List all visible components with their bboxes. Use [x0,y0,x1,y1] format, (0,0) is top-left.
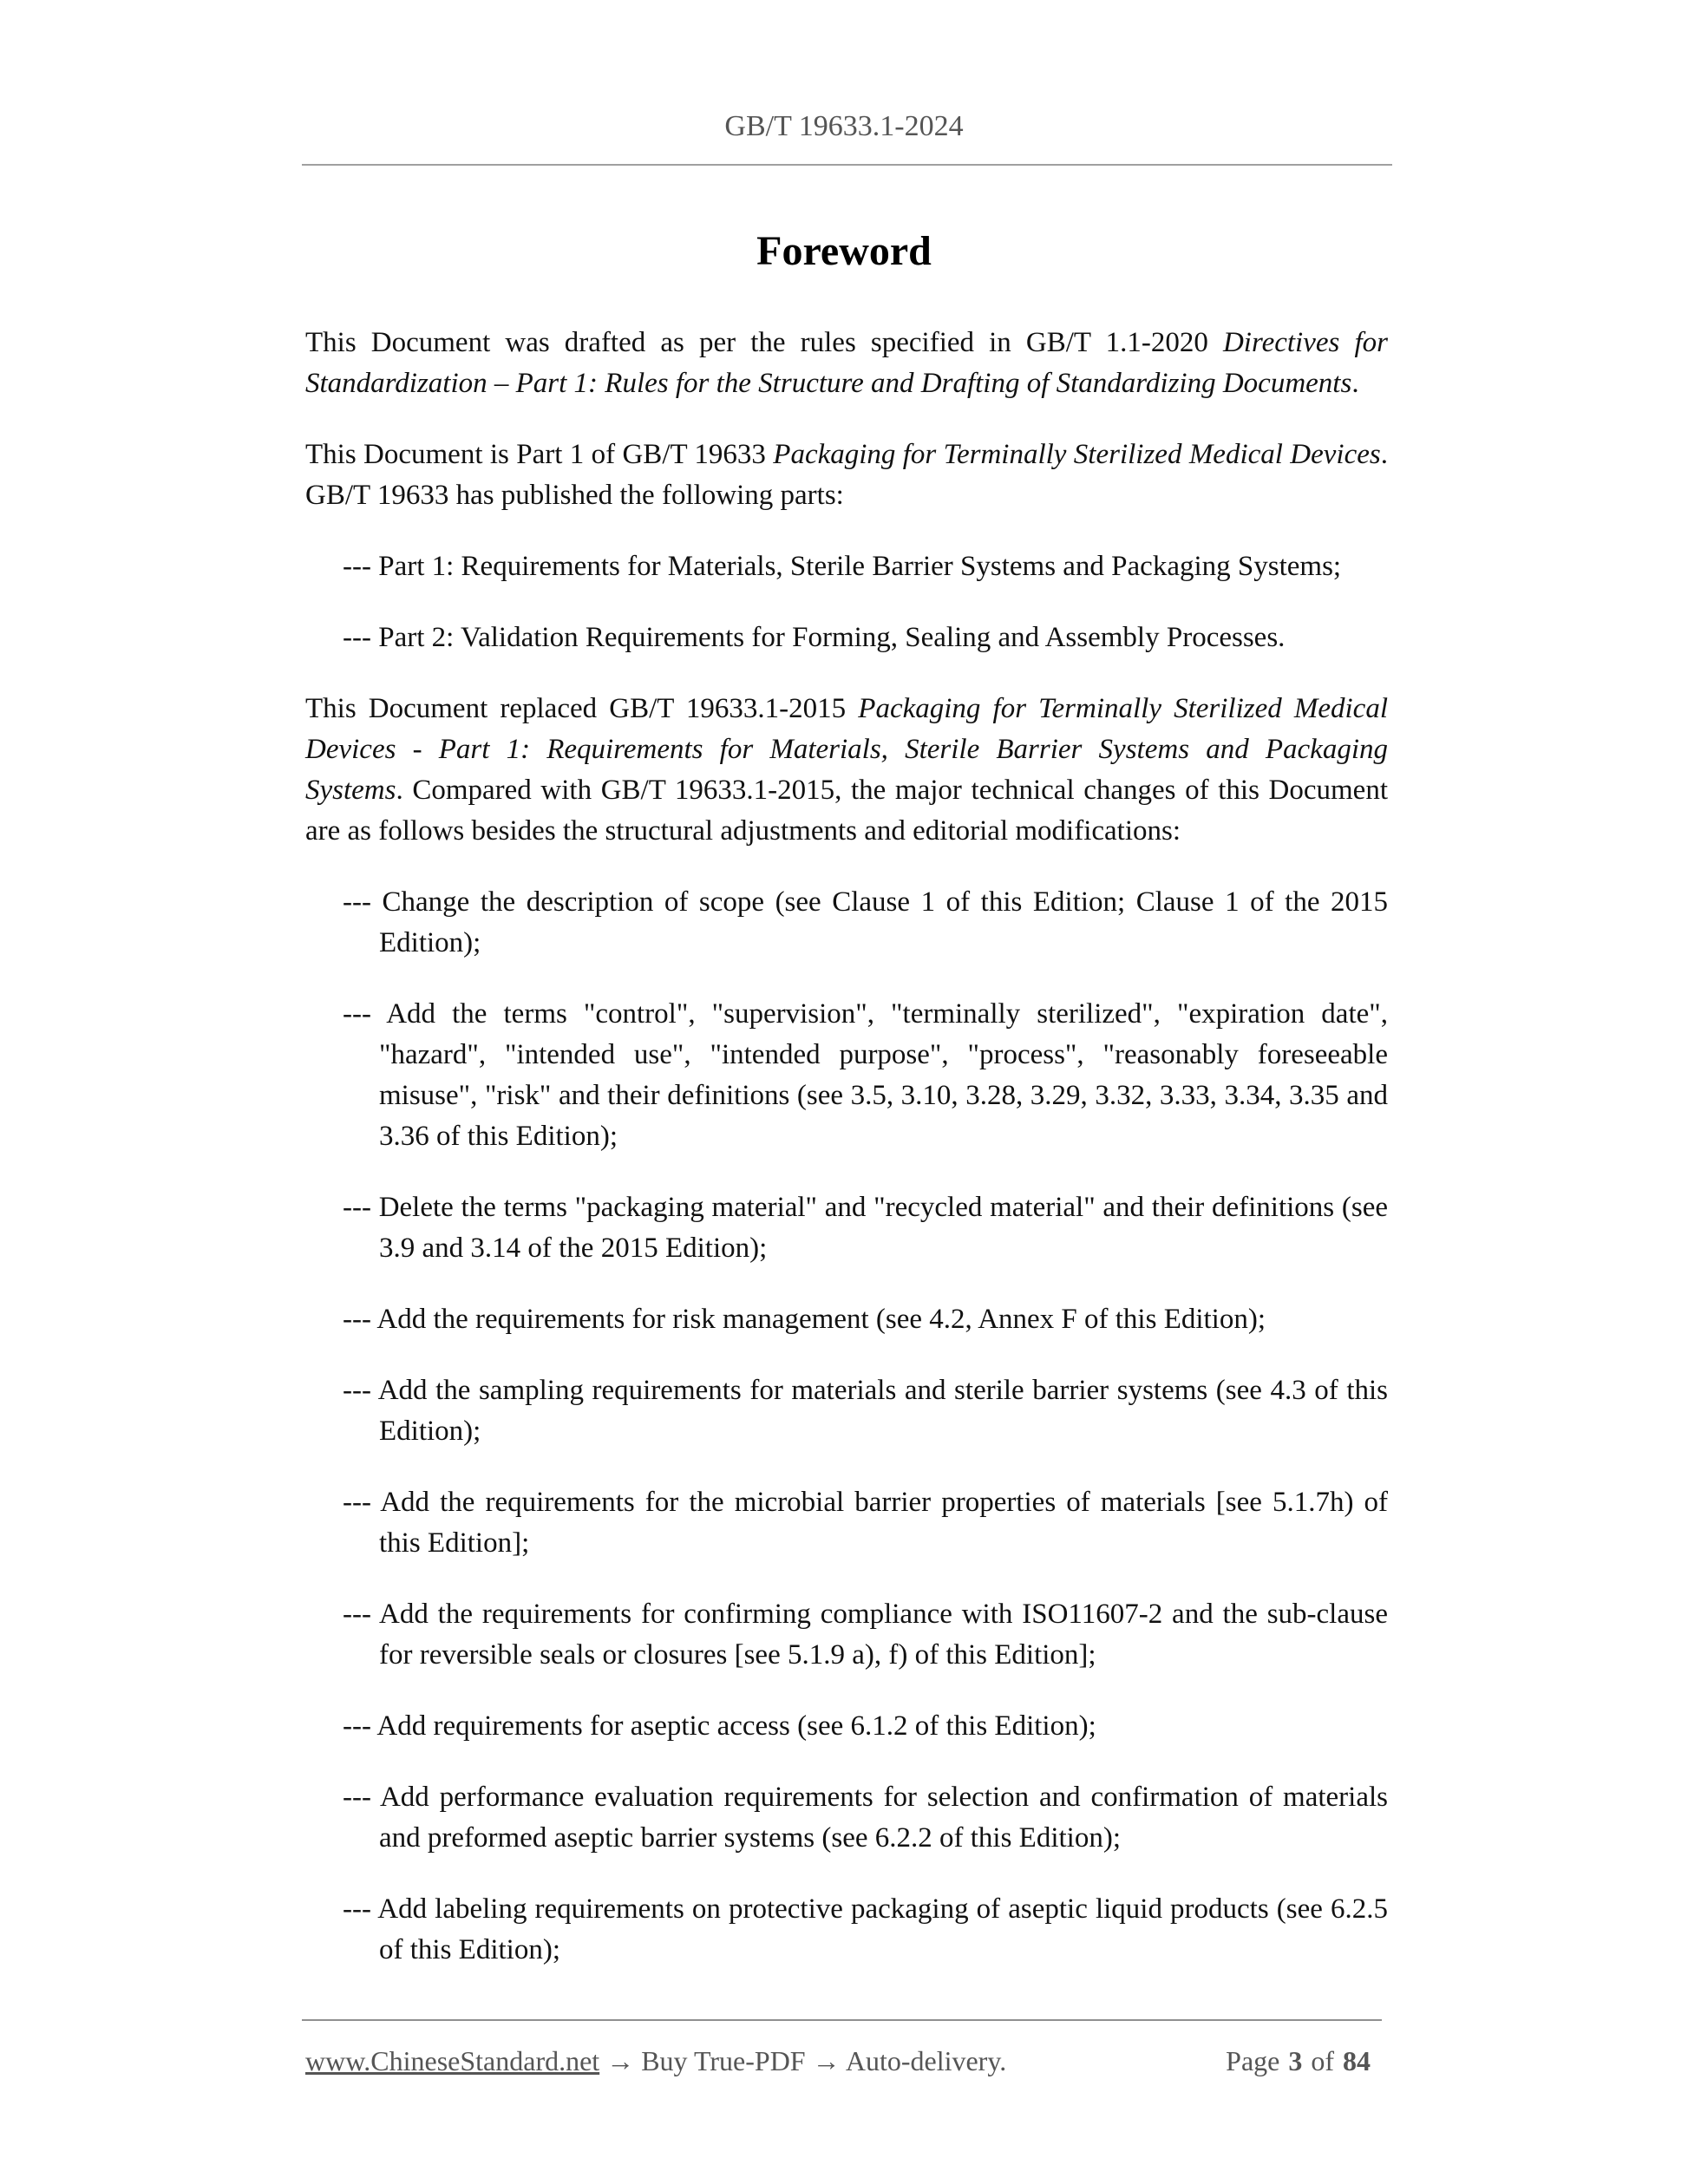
page-footer [305,2043,1371,2078]
list-item-change: --- Add performance evaluation requirements for selection and confirmation of materials and preformed aseptic barrier systems (see 6.2.2 of this Edition); [343,1782,1388,1854]
current-page: 3 [1288,2045,1303,2076]
list-item-part-2: --- Part 2: Validation Requirements for Forming, Sealing and Assembly Processes. [343,622,1286,653]
arrow-right-icon: → [606,2045,635,2076]
page-number [1226,2043,1371,2078]
list-item-change: --- Add requirements for aseptic access (see 6.1.2 of this Edition); [343,1710,1096,1742]
cited-title: Packaging for Terminally Sterilized Medical Devices - Part 1: Requirements for Materials, Sterile Barrier Systems and Packaging Systems [305,693,1388,806]
total-pages: 84 [1343,2045,1371,2076]
paragraph-drafting-rules: This Document was drafted as per the rules specified in GB/T 1.1-2020 Directives for Standardization – Part 1: Rules for the Structure and Drafting of Standardizing Documents. [305,327,1388,399]
footer-step-buy: Buy True-PDF [641,2045,806,2076]
website-link[interactable]: www.ChineseStandard.net [305,2045,600,2076]
page-label: Page [1226,2045,1280,2076]
arrow-right-icon: → [812,2045,841,2076]
paragraph-replacement: This Document replaced GB/T 19633.1-2015 Packaging for Terminally Sterilized Medical Devices - Part 1: Requirements for Materials, Sterile Barrier Systems and Packaging Systems. Compared with GB/T 19633.1-2015, the major technical changes of this Document are as follows besides the structural adjustments and editorial modifications: [305,693,1388,847]
footer-promo [305,2043,1006,2078]
document-body [305,323,1388,2001]
list-item-change: --- Add the requirements for risk management (see 4.2, Annex F of this Edition); [343,1304,1266,1335]
list-item-change: --- Add the terms "control", "supervision", "terminally sterilized", "expiration date", "hazard", "intended use", "intended purpose", "process", "reasonably foreseeable misuse", "risk" and their definitions (see 3.5, 3.10, 3.28, 3.29, 3.32, 3.33, 3.34, 3.35 and 3.36 of this Edition); [343,998,1388,1152]
list-item-change: --- Add the sampling requirements for materials and sterile barrier systems (see 4.3 of this Edition); [343,1375,1388,1447]
cited-title: Directives for Standardization – Part 1: Rules for the Structure and Drafting of Standardizing Documents [305,327,1388,399]
list-item-change: --- Change the description of scope (see Clause 1 of this Edition; Clause 1 of the 2015 Edition); [343,886,1388,958]
list-item-change: --- Delete the terms "packaging material" and "recycled material" and their definitions (see 3.9 and 3.14 of the 2015 Edition); [343,1192,1388,1264]
list-item-change: --- Add the requirements for confirming compliance with ISO11607-2 and the sub-clause for reversible seals or closures [see 5.1.9 a), f) of this Edition]; [343,1599,1388,1671]
list-item-change: --- Add labeling requirements on protective packaging of aseptic liquid products (see 6.2.5 of this Edition); [343,1893,1388,1965]
cited-title: Packaging for Terminally Sterilized Medical Devices [773,439,1381,470]
paragraph-part-info: This Document is Part 1 of GB/T 19633 Packaging for Terminally Sterilized Medical Devices. GB/T 19633 has published the following parts: [305,439,1388,511]
page-title: Foreword [756,228,932,274]
list-item-part-1: --- Part 1: Requirements for Materials, Sterile Barrier Systems and Packaging Systems; [343,551,1342,582]
of-label: of [1311,2045,1334,2076]
header-divider [302,164,1392,166]
list-item-change: --- Add the requirements for the microbial barrier properties of materials [see 5.1.7h) of this Edition]; [343,1487,1388,1559]
footer-step-delivery: Auto-delivery. [845,2045,1007,2076]
footer-divider [302,2019,1382,2021]
running-header: GB/T 19633.1-2024 [724,110,964,142]
